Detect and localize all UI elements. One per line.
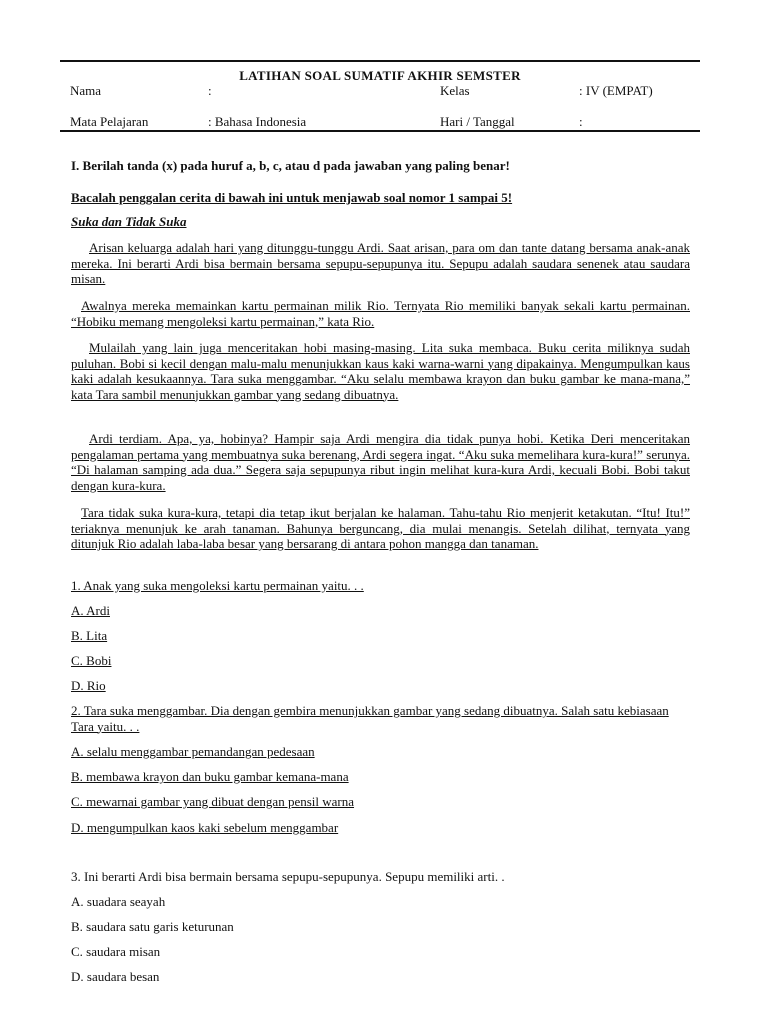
question-2-option-a[interactable]: A. selalu menggambar pemandangan pedesaan (71, 744, 315, 759)
question-1-option-b[interactable]: B. Lita (71, 628, 108, 643)
question-2: 2. Tara suka menggambar. Dia dengan gembira menunjukkan gambar yang sedang dibuatnya. Salah satu kebiasaan Tara yaitu. . . (71, 703, 669, 734)
question-3: 3. Ini berarti Ardi bisa bermain bersama sepupu-sepupunya. Sepupu memiliki arti. . (71, 869, 505, 884)
question-3-option-a[interactable]: A. suadara seayah (71, 894, 166, 909)
question-1: 1. Anak yang suka mengoleksi kartu permainan yaitu. . . (71, 578, 364, 593)
tanggal-separator: : (579, 114, 583, 129)
question-3-option-c[interactable]: C. saudara misan (71, 944, 161, 959)
mapel-label: Mata Pelajaran (70, 114, 149, 129)
kelas-label: Kelas (440, 83, 470, 98)
nama-label: Nama (70, 83, 102, 98)
story-paragraph: Tara tidak suka kura-kura, tetapi dia tetap ikut berjalan ke halaman. Tahu-tahu Rio menjerit ketakutan. “Itu! Itu!” teriaknya menunjuk ke arah tanaman. Bahunya berguncang, dia mulai menangis. Setelah dilihat, ternyata yang ditunjuk Rio adalah laba-laba besar yang bersarang di antara pohon mangga dan tanaman. (71, 505, 690, 551)
kelas-value: : IV (EMPAT) (579, 83, 653, 98)
reading-instruction: Bacalah penggalan cerita di bawah ini untuk menjawab soal nomor 1 sampai 5! (71, 190, 513, 205)
mapel-value: : Bahasa Indonesia (208, 114, 307, 129)
story-paragraph: Awalnya mereka memainkan kartu permainan milik Rio. Ternyata Rio memiliki banyak sekali kartu permainan. “Hobiku memang mengoleksi kartu permainan,” kata Rio. (71, 298, 690, 329)
nama-separator: : (208, 83, 212, 98)
question-2-option-d[interactable]: D. mengumpulkan kaos kaki sebelum menggambar (71, 820, 339, 835)
question-3-option-b[interactable]: B. saudara satu garis keturunan (71, 919, 234, 934)
main-instruction: I. Berilah tanda (x) pada huruf a, b, c, atau d pada jawaban yang paling benar! (71, 158, 510, 173)
story-title: Suka dan Tidak Suka (71, 214, 187, 229)
tanggal-label: Hari / Tanggal (440, 114, 515, 129)
question-3-option-d[interactable]: D. saudara besan (71, 969, 160, 984)
question-1-option-c[interactable]: C. Bobi (71, 653, 112, 668)
header-box (60, 60, 700, 132)
story-paragraph: Arisan keluarga adalah hari yang ditunggu-tunggu Ardi. Saat arisan, para om dan tante datang bersama anak-anak mereka. Ini berarti Ardi bisa bermain bersama sepupu-sepupunya itu. Sepupu adalah saudara senenek atau saudara misan. (71, 240, 690, 286)
story-paragraph: Ardi terdiam. Apa, ya, hobinya? Hampir saja Ardi mengira dia tidak punya hobi. Ketika Deri menceritakan pengalaman pertama yang membuatnya suka berenang, Ardi segera ingat. “Aku suka memelihara kura-kura!” serunya. “Di halaman samping ada dua.” Segera saja sepupunya ribut ingin melihat kura-kura Ardi, kecuali Bobi. Bobi takut dengan kura-kura. (71, 431, 690, 493)
question-1-option-d[interactable]: D. Rio (71, 678, 106, 693)
question-2-option-c[interactable]: C. mewarnai gambar yang dibuat dengan pensil warna (71, 794, 355, 809)
worksheet-title: LATIHAN SOAL SUMATIF AKHIR SEMSTER (239, 68, 521, 83)
story-paragraph: Mulailah yang lain juga menceritakan hobi masing-masing. Lita suka membaca. Buku cerita miliknya sudah puluhan. Bobi si kecil dengan malu-malu menunjukkan kaus kaki warna-warni yang dipakainya. Mengumpulkan kaus kaki adalah kesukaannya. Tara suka menggambar. “Aku selalu membawa krayon dan buku gambar ke mana-mana,” kata Tara sambil menunjukkan gambar yang sedang dibuatnya. (71, 340, 690, 402)
question-2-option-b[interactable]: B. membawa krayon dan buku gambar kemana-mana (71, 769, 349, 784)
question-1-option-a[interactable]: A. Ardi (71, 603, 110, 618)
